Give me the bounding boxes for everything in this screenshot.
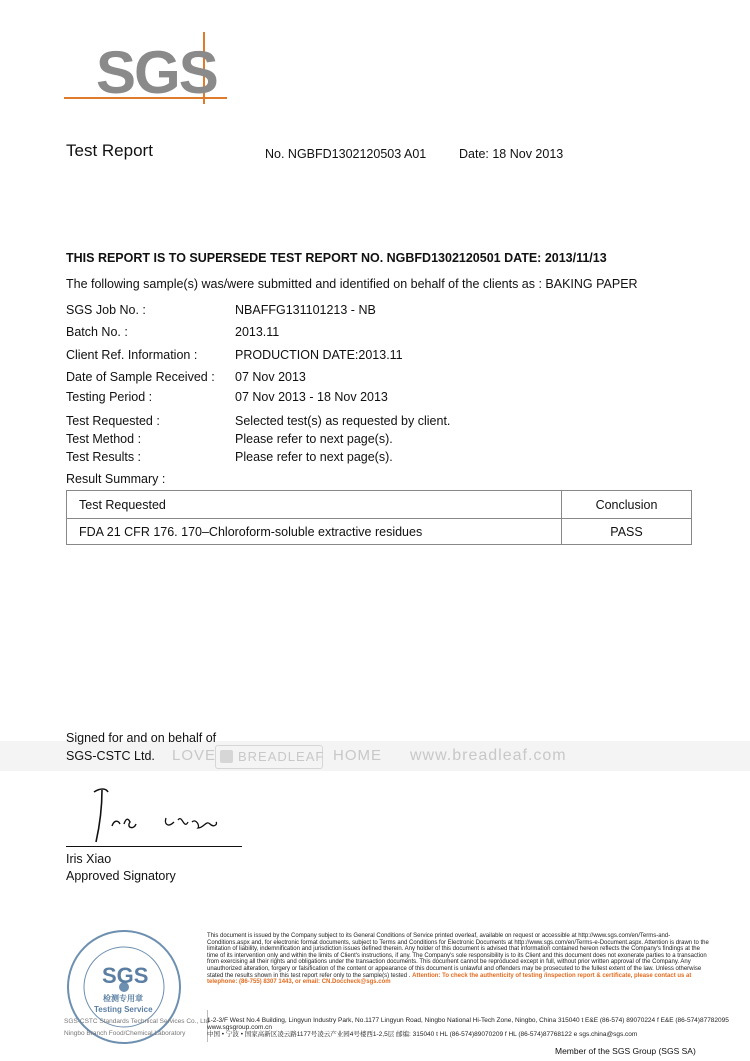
seal-center-text: SGS: [102, 963, 149, 988]
watermark-home: HOME: [333, 747, 382, 764]
header-test-requested: Test Requested: [67, 491, 562, 519]
cell-test: FDA 21 CFR 176. 170–Chloroform-soluble extractive residues: [67, 519, 562, 545]
footer-address-en: 1-2-3/F West No.4 Building, Lingyun Industry Park, No.1177 Lingyun Road, Ningbo National Hi-Tech Zone, Ningbo, China 315040 t E&E (86-574) 89070224 f E&E (86-574)87782095 www.sgsgroup.com.cn: [207, 1017, 729, 1031]
field-label-job: SGS Job No. :: [66, 303, 146, 317]
field-label-period: Testing Period :: [66, 390, 153, 404]
field-label-method: Test Method :: [66, 432, 142, 446]
field-value-client-ref: PRODUCTION DATE:2013.11: [235, 348, 403, 362]
watermark-url: www.breadleaf.com: [410, 747, 567, 764]
watermark-brand: BREADLEAF: [238, 749, 325, 764]
field-value-batch: 2013.11: [235, 325, 280, 339]
page-title: Test Report: [66, 141, 153, 160]
footer-member: Member of the SGS Group (SGS SA): [555, 1046, 696, 1056]
handwritten-signature: [88, 784, 228, 846]
field-value-requested: Selected test(s) as requested by client.: [235, 414, 451, 428]
supersede-notice: THIS REPORT IS TO SUPERSEDE TEST REPORT NO. NGBFD1302120501 DATE: 2013/11/13: [66, 251, 607, 265]
field-label-client-ref: Client Ref. Information :: [66, 348, 198, 362]
field-value-method: Please refer to next page(s).: [235, 432, 393, 446]
table-row: [67, 519, 692, 545]
footer-attention: Attention: To check the authenticity of testing /inspection report & certificate, please contact us at telephone: (86-755) 8307 1443, or email: CN.Doccheck@sgs.com: [207, 972, 692, 986]
report-date: Date: 18 Nov 2013: [459, 147, 564, 161]
logo-text: SGS: [96, 39, 217, 106]
field-value-job: NBAFFG131101213 - NB: [235, 303, 376, 317]
signed-company: SGS-CSTC Ltd.: [66, 749, 155, 763]
seal-service-text: Testing Service: [94, 1005, 153, 1014]
field-label-batch: Batch No. :: [66, 325, 128, 339]
footer-lab-branch: Ningbo Branch Food/Chemical Laboratory: [64, 1030, 186, 1037]
watermark-brand-box: [215, 745, 323, 769]
signature-icon: [88, 784, 228, 846]
field-label-requested: Test Requested :: [66, 414, 160, 428]
footer-disclaimer: This document is issued by the Company subject to its General Conditions of Service printed overleaf, available on request or accessible at http://www.sgs.com/en/Terms-and-Conditions.aspx and, for electronic format documents, subject to Terms and Conditions for Electronic Documents at http://www.sgs.com/en/Terms-e-Document.aspx. Attention is drawn to the limitation of liability, indemnification and jurisdiction issues defined therein. Any holder of this document is advised that information contained hereon reflects the Company's findings at the time of its intervention only and within the limits of Client's instructions, if any. The Company's sole responsibility is to its Client and this document does not exonerate parties to a transaction from exercising all their rights and obligations under the transaction documents. This document cannot be reproduced except in full, without prior written approval of the Company. Any unauthorized alteration, forgery or falsification of the content or appearance of this document is unlawful and offenders may be prosecuted to the fullest extent of the law. Unless otherwise stated the results shown in this test report refer only to the sample(s) tested .: [207, 933, 709, 979]
cell-conclusion: PASS: [562, 519, 692, 545]
field-value-results: Please refer to next page(s).: [235, 450, 393, 464]
result-summary-table: [66, 490, 692, 545]
field-label-results: Test Results :: [66, 450, 142, 464]
seal-band-text: 检测专用章: [103, 994, 143, 1003]
signatory-name: Iris Xiao: [66, 852, 112, 866]
result-summary-label: Result Summary :: [66, 472, 166, 486]
header-conclusion: Conclusion: [562, 491, 692, 519]
report-number: No. NGBFD1302120503 A01: [265, 147, 427, 161]
field-value-period: 07 Nov 2013 - 18 Nov 2013: [235, 390, 388, 404]
signature-line: [66, 846, 242, 847]
sgs-seal: [64, 927, 184, 1047]
footer-address-cn: 中国 • 宁波 • 国家高新区凌云路1177号凌云产业园4号楼西1-2,5层 邮编: 315040 t HL (86-574)89070209 f HL (86-574)87768122 e sgs.china@sgs.com: [207, 1031, 638, 1038]
table-header-row: [67, 491, 692, 519]
signed-on-behalf: Signed for and on behalf of: [66, 731, 217, 745]
field-label-received: Date of Sample Received :: [66, 370, 215, 384]
footer-disclaimer-block: [207, 933, 710, 986]
signatory-role: Approved Signatory: [66, 869, 176, 883]
watermark-love: LOVE: [172, 747, 217, 764]
footer-lab-name: SGS-CSTC Standards Technical Services Co., Ltd: [64, 1018, 210, 1025]
field-value-received: 07 Nov 2013: [235, 370, 306, 384]
leaf-icon: [220, 750, 233, 763]
intro-text: The following sample(s) was/were submitted and identified on behalf of the clients as : BAKING PAPER: [66, 277, 638, 291]
